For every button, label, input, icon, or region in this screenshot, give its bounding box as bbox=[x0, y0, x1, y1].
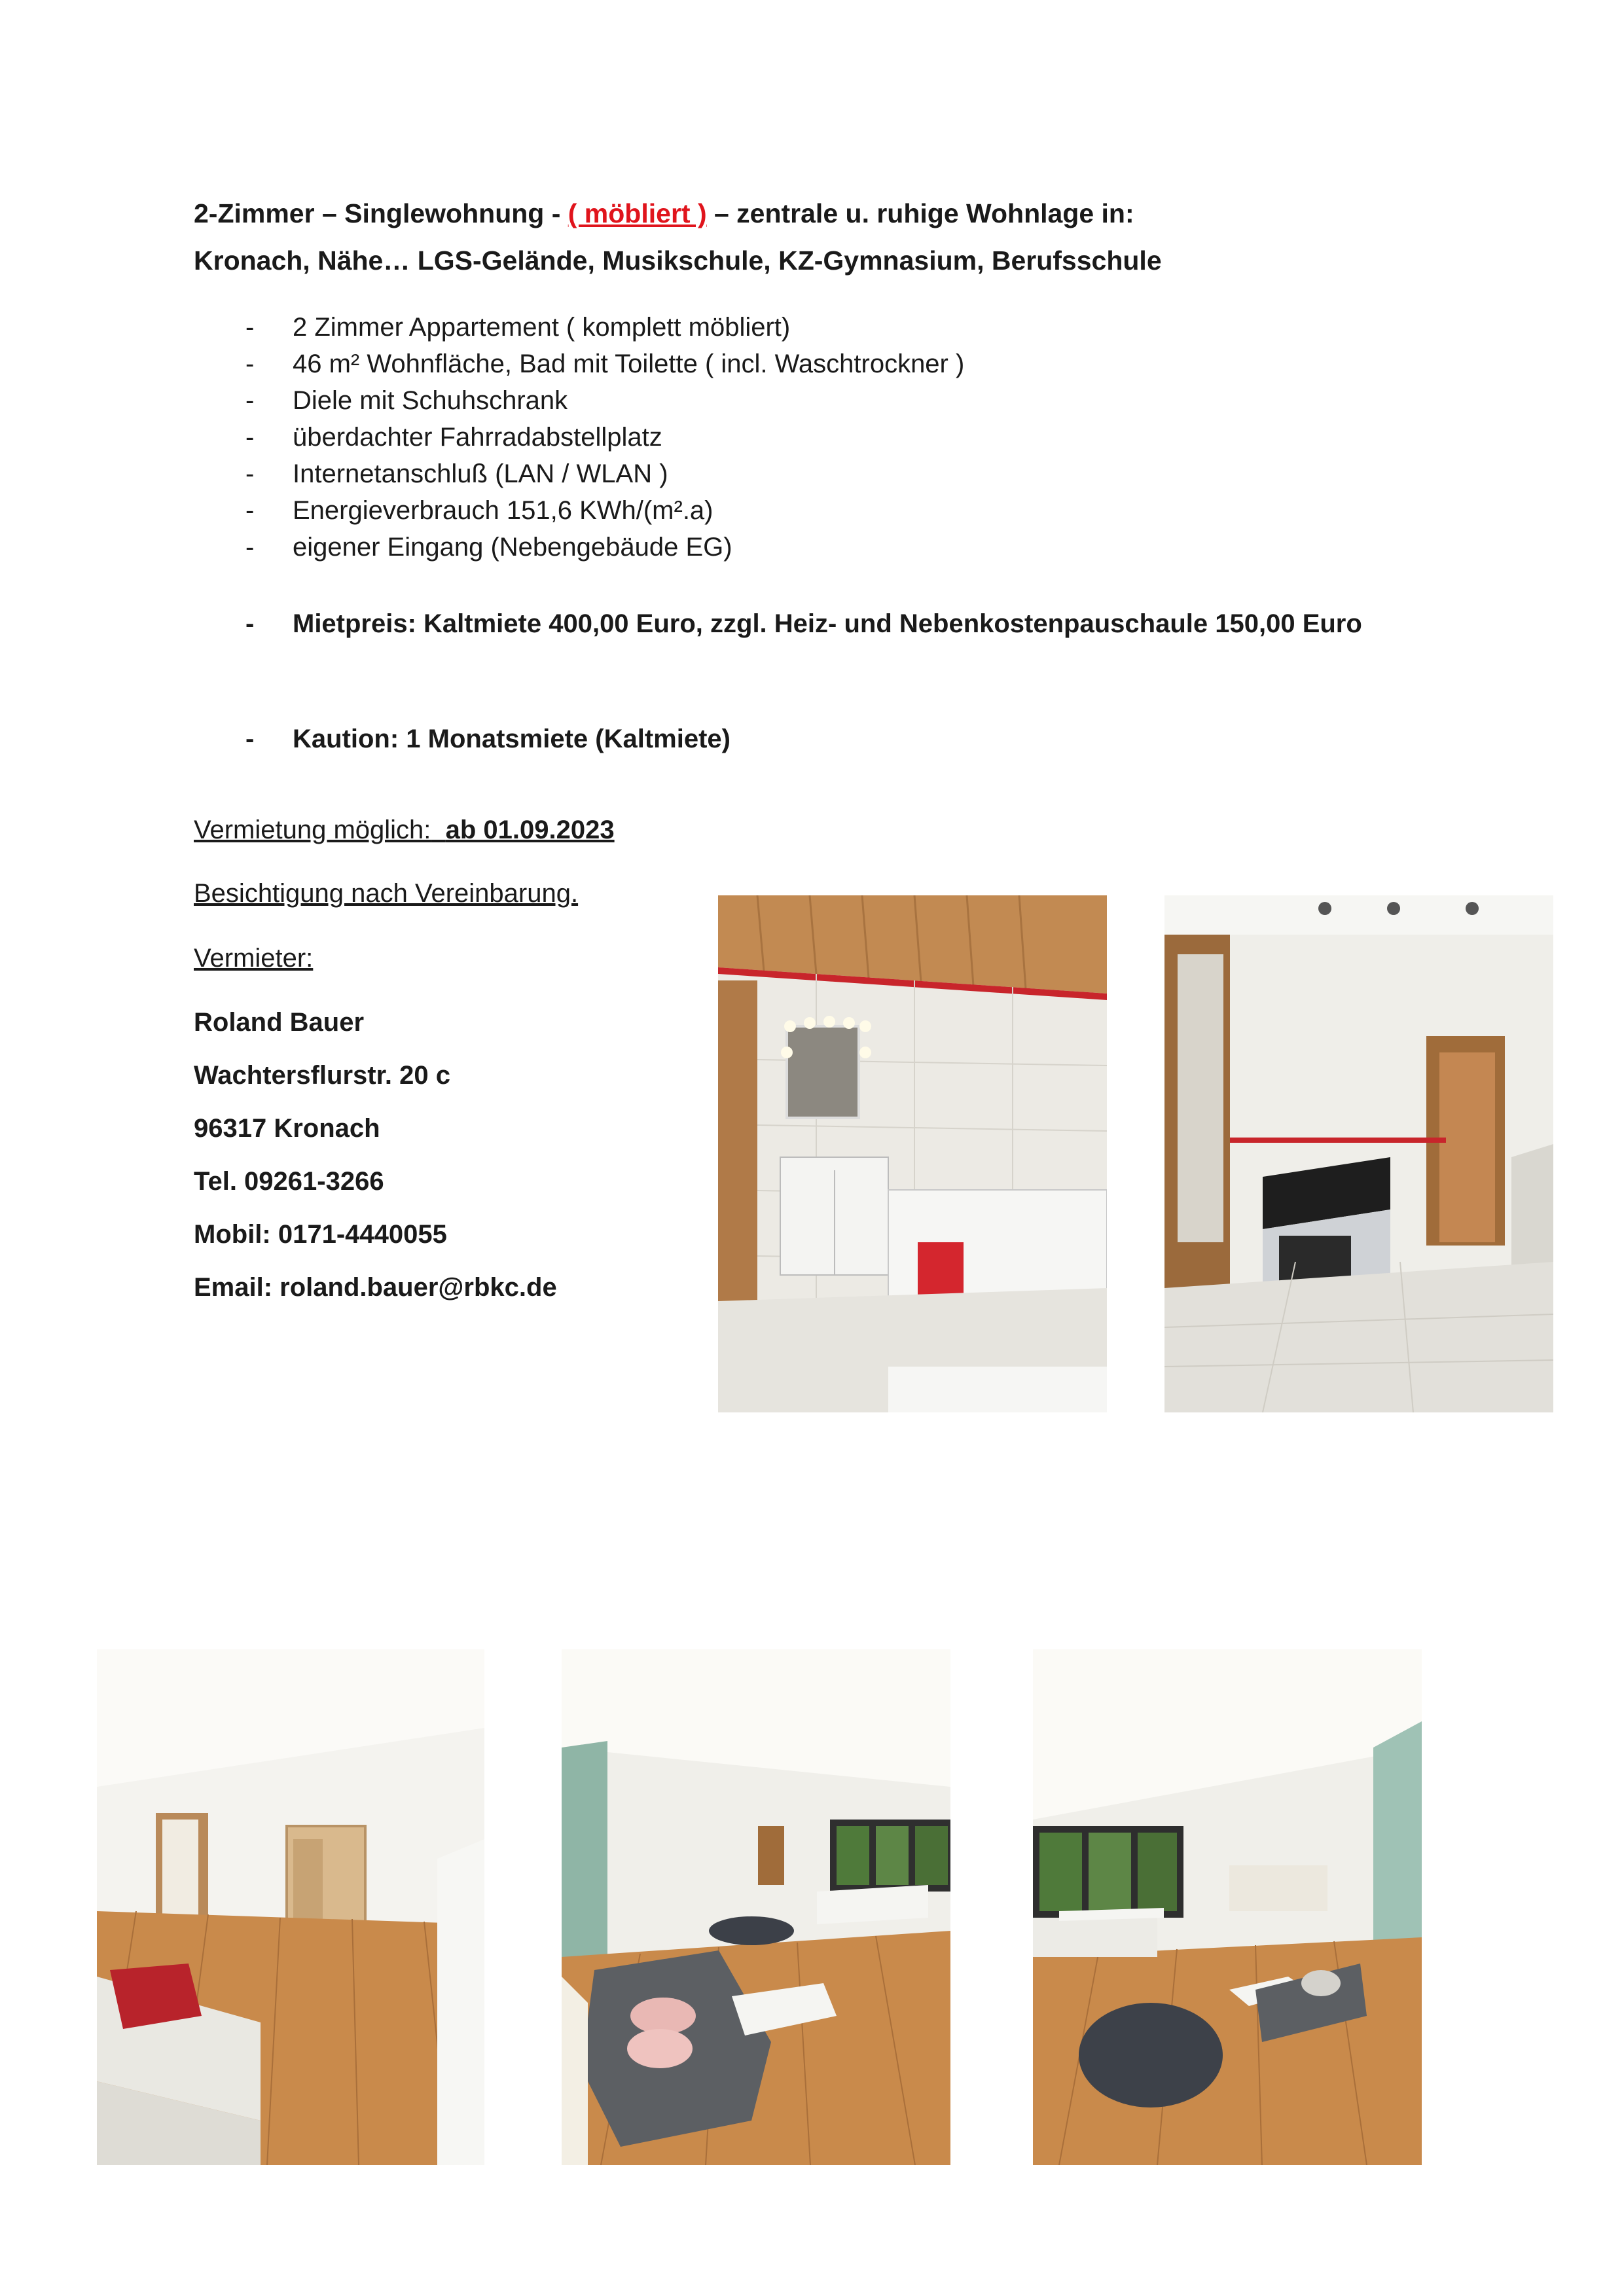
rental-date: ab 01.09.2023 bbox=[445, 816, 615, 844]
landlord-mobile: Mobil: 0171-4440055 bbox=[194, 1220, 447, 1249]
title-line-1 bbox=[194, 190, 1134, 237]
landlord-city: 96317 Kronach bbox=[194, 1114, 380, 1143]
title-part-1: 2-Zimmer – Singlewohnung - bbox=[194, 198, 568, 228]
title-line-2: Kronach, Nähe… LGS-Gelände, Musikschule, KZ-Gymnasium, Berufsschule bbox=[194, 245, 1162, 276]
living-room-photo bbox=[562, 1649, 950, 2165]
landlord-name: Roland Bauer bbox=[194, 1008, 365, 1037]
deposit: - Kaution: 1 Monatsmiete (Kaltmiete) bbox=[245, 725, 731, 753]
rental-label: Vermietung möglich: bbox=[194, 816, 431, 844]
kitchen-photo bbox=[1164, 895, 1553, 1412]
rental-availability bbox=[194, 816, 615, 845]
title-part-2: – zentrale u. ruhige Wohnlage in: bbox=[706, 198, 1134, 228]
landlord-street: Wachtersflurstr. 20 c bbox=[194, 1061, 451, 1090]
landlord-label: Vermieter: bbox=[194, 944, 314, 973]
bedroom-photo bbox=[97, 1649, 484, 2165]
furnished-highlight: ( möbliert ) bbox=[568, 198, 707, 228]
living-room-window-photo bbox=[1033, 1649, 1422, 2165]
landlord-phone: Tel. 09261-3266 bbox=[194, 1167, 384, 1196]
bathroom-photo bbox=[718, 895, 1107, 1412]
rent-price: - Mietpreis: Kaltmiete 400,00 Euro, zzgl. Heiz- und Nebenkostenpauschaule 150,00 Euro bbox=[245, 609, 1362, 638]
viewing-note: Besichtigung nach Vereinbarung. bbox=[194, 879, 579, 908]
landlord-email: Email: roland.bauer@rbkc.de bbox=[194, 1273, 557, 1302]
